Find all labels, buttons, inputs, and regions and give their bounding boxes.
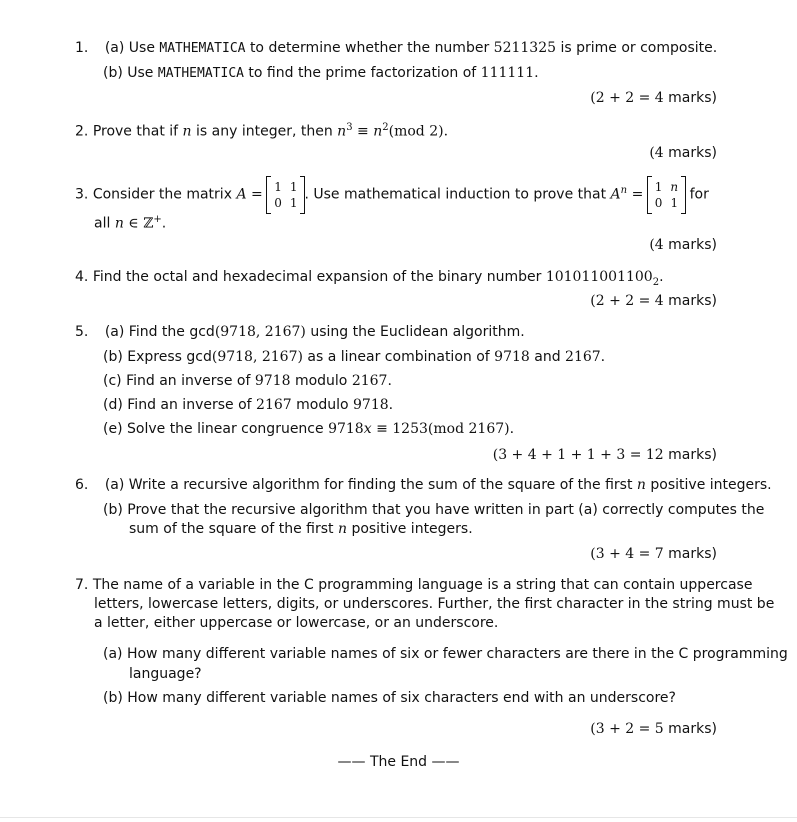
q7-marks-word: marks) (668, 721, 717, 737)
q5-b-n2: 2167. (565, 349, 606, 365)
q7-number: 7. (75, 577, 89, 593)
q7-b-text: How many different variable names of six characters end with an underscore? (127, 690, 676, 706)
q4-binary: 101011001100 (545, 269, 653, 285)
q5-e-label: (e) (103, 421, 123, 437)
q1-a (75, 39, 717, 58)
q5-a (75, 323, 525, 341)
q2-number: 2. (75, 123, 89, 140)
q2-pre: Prove that if (92, 123, 179, 140)
q3-pre: Consider the matrix (92, 186, 232, 203)
q1-b-label: (b) (103, 65, 123, 81)
q1-b-number: 111111. (480, 65, 539, 81)
q7-line2: letters, lowercase letters, digits, or underscores. Further, the first character in the string must be (94, 596, 775, 612)
q5-e-lhs: 9718 (328, 421, 364, 437)
q1-b-mid: to find the prime factorization of (248, 65, 477, 81)
q6-marks-word: marks) (668, 546, 717, 562)
q3-m2-21: 0 (654, 195, 663, 210)
q3-m1-22: 1 (289, 195, 298, 210)
q3-line2-z: ℤ (143, 215, 154, 232)
q6-b-line1-text: Prove that the recursive algorithm that you have written in part (a) correctly computes the (127, 502, 765, 518)
q2-marks-eq: (4 (649, 145, 664, 161)
q6-a-post: positive integers. (650, 477, 772, 493)
q2-n2: n (373, 123, 383, 140)
q6-number: 6. (75, 477, 89, 493)
q5-d-pre: Find an inverse of (127, 397, 252, 413)
q7-line3: a letter, either uppercase or lowercase, or an underscore. (94, 615, 499, 631)
q5-b-mid: as a linear combination of (307, 349, 490, 365)
q3-line2 (94, 211, 166, 233)
q5-marks (493, 446, 717, 464)
q6-b-line1 (103, 501, 764, 519)
q5-b-pre: Express gcd (127, 349, 212, 365)
q3-An: A (610, 186, 621, 203)
q1-marks-eq: (2 + 2 = 4 (590, 90, 664, 106)
q4-base: 2 (652, 276, 660, 288)
q5-a-args: (9718, 2167) (214, 324, 306, 340)
q4-marks-eq: (2 + 2 = 4 (590, 293, 664, 309)
q3-A: A (236, 186, 247, 203)
q4-end: . (659, 269, 664, 285)
q1-a-label: (a) (104, 40, 125, 56)
q5-c-mid: modulo (294, 373, 348, 389)
q5-b-args: (9718, 2167) (211, 349, 303, 365)
q2-marks-word: marks) (668, 145, 717, 161)
q5-d-n1: 2167 (256, 397, 292, 413)
q7-marks-eq: (3 + 2 = 5 (590, 721, 664, 737)
q6-b-line2-post: positive integers. (351, 521, 473, 537)
q5-e-rhs: 1253 (392, 421, 428, 437)
q3-m2-12: n (670, 179, 679, 194)
q1-a-mid: to determine whether the number (249, 40, 490, 56)
q3-post: for (689, 186, 709, 203)
the-end-footer: —— The End —— (337, 754, 460, 770)
q3-line2-pre: all (94, 215, 111, 232)
q7-marks (590, 720, 717, 738)
q5-a-pre: Find the gcd (128, 324, 215, 340)
q3-line1 (75, 173, 709, 213)
q1-b-software: MATHEMATICA (157, 66, 244, 81)
q5-d-mid: modulo (296, 397, 349, 413)
q2-exp2: 2 (382, 122, 389, 133)
q4-text: Find the octal and hexadecimal expansion of the binary number (92, 269, 542, 285)
q2-mid: is any integer, then (196, 123, 333, 140)
q1-marks-word: marks) (668, 90, 717, 106)
q3-eq: = (251, 186, 263, 203)
q2-n: n (182, 123, 192, 140)
q2-mod-open: (mod (388, 123, 425, 140)
q1-a-software: MATHEMATICA (159, 41, 246, 56)
q1-a-number: 5211325 (493, 40, 557, 56)
q4 (75, 268, 664, 292)
q5-d-label: (d) (103, 397, 123, 413)
q2-equiv: ≡ (357, 123, 369, 140)
q5-e-equiv: ≡ (376, 421, 388, 437)
q3-line2-plus: + (153, 214, 162, 225)
page-bottom-divider (0, 817, 797, 818)
q3-nexp: n (620, 185, 628, 196)
q2-mod-val: 2). (429, 123, 449, 140)
q5-b-label: (b) (103, 349, 123, 365)
q1-number: 1. (75, 40, 89, 56)
q5-number: 5. (75, 324, 89, 340)
q3-number: 3. (75, 186, 89, 203)
q2 (75, 119, 448, 141)
q7-b (103, 689, 676, 707)
q3-line2-n: n (114, 215, 124, 232)
q4-marks (590, 292, 717, 310)
q6-marks (590, 545, 717, 563)
q5-e (103, 420, 514, 438)
q5-b-n1: 9718 (494, 349, 530, 365)
q5-b (103, 348, 605, 366)
q3-marks-eq: (4 (649, 237, 664, 253)
q3-m2-11: 1 (654, 179, 663, 194)
q5-d (103, 396, 393, 414)
q3-m1-11: 1 (274, 179, 282, 194)
q3-m1-12: 1 (289, 179, 298, 194)
q5-c-pre: Find an inverse of (126, 373, 251, 389)
q5-e-mod-val: 2167). (468, 421, 515, 437)
q7-a-line1 (103, 645, 788, 663)
q5-e-mod-open: (mod (427, 421, 465, 437)
q6-a-label: (a) (104, 477, 125, 493)
q6-b-label: (b) (103, 502, 123, 518)
q6-a (75, 476, 772, 494)
q6-marks-eq: (3 + 4 = 7 (590, 546, 664, 562)
q2-exp3: 3 (346, 122, 353, 133)
q1-a-pre: Use (128, 40, 155, 56)
q6-b-line2 (129, 520, 473, 538)
q6-a-pre: Write a recursive algorithm for finding the sum of the square of the first (128, 477, 633, 493)
q5-c-n1: 9718 (254, 373, 291, 389)
q7-line1-text: The name of a variable in the C programming language is a string that can contain uppercase (92, 577, 753, 593)
q7-b-label: (b) (103, 690, 123, 706)
q3-mid: . Use mathematical induction to prove that (304, 186, 607, 203)
q1-a-post: is prime or composite. (560, 40, 718, 56)
q6-a-n: n (636, 477, 646, 493)
q5-b-and: and (534, 349, 561, 365)
q3-matrix-An (651, 179, 682, 211)
q7-a-label: (a) (103, 646, 123, 662)
q5-e-pre: Solve the linear congruence (127, 421, 324, 437)
q6-b-line2-pre: sum of the square of the first (129, 521, 334, 537)
q4-marks-word: marks) (668, 293, 717, 309)
q4-number: 4. (75, 269, 89, 285)
q5-c-label: (c) (103, 373, 122, 389)
q6-b-n: n (337, 521, 347, 537)
q5-a-post: using the Euclidean algorithm. (310, 324, 525, 340)
q7-line1 (75, 576, 752, 594)
q3-m1-21: 0 (274, 195, 282, 210)
q3-line2-in: ∈ (128, 215, 139, 232)
q5-marks-word: marks) (668, 447, 717, 463)
q2-n3: n (337, 123, 347, 140)
q5-a-label: (a) (104, 324, 125, 340)
q7-a-line2: language? (129, 666, 202, 682)
q1-b (103, 64, 539, 83)
q1-b-pre: Use (127, 65, 154, 81)
q3-marks (649, 236, 717, 254)
q5-e-x: x (363, 421, 372, 437)
q2-marks (649, 144, 717, 162)
q5-c (103, 372, 392, 390)
q3-eq2: = (631, 186, 644, 203)
q3-m2-22: 1 (670, 195, 679, 210)
q5-c-n2: 2167. (351, 373, 392, 389)
q3-line2-end: . (161, 215, 167, 232)
q3-matrix-A (270, 179, 301, 211)
q7-a-line1-text: How many different variable names of six or fewer characters are there in the C programming (126, 646, 788, 662)
q5-d-n2: 9718. (353, 397, 394, 413)
q3-marks-word: marks) (668, 237, 717, 253)
q5-marks-eq: (3 + 4 + 1 + 1 + 3 = 12 (492, 447, 664, 463)
q1-marks (590, 89, 717, 107)
